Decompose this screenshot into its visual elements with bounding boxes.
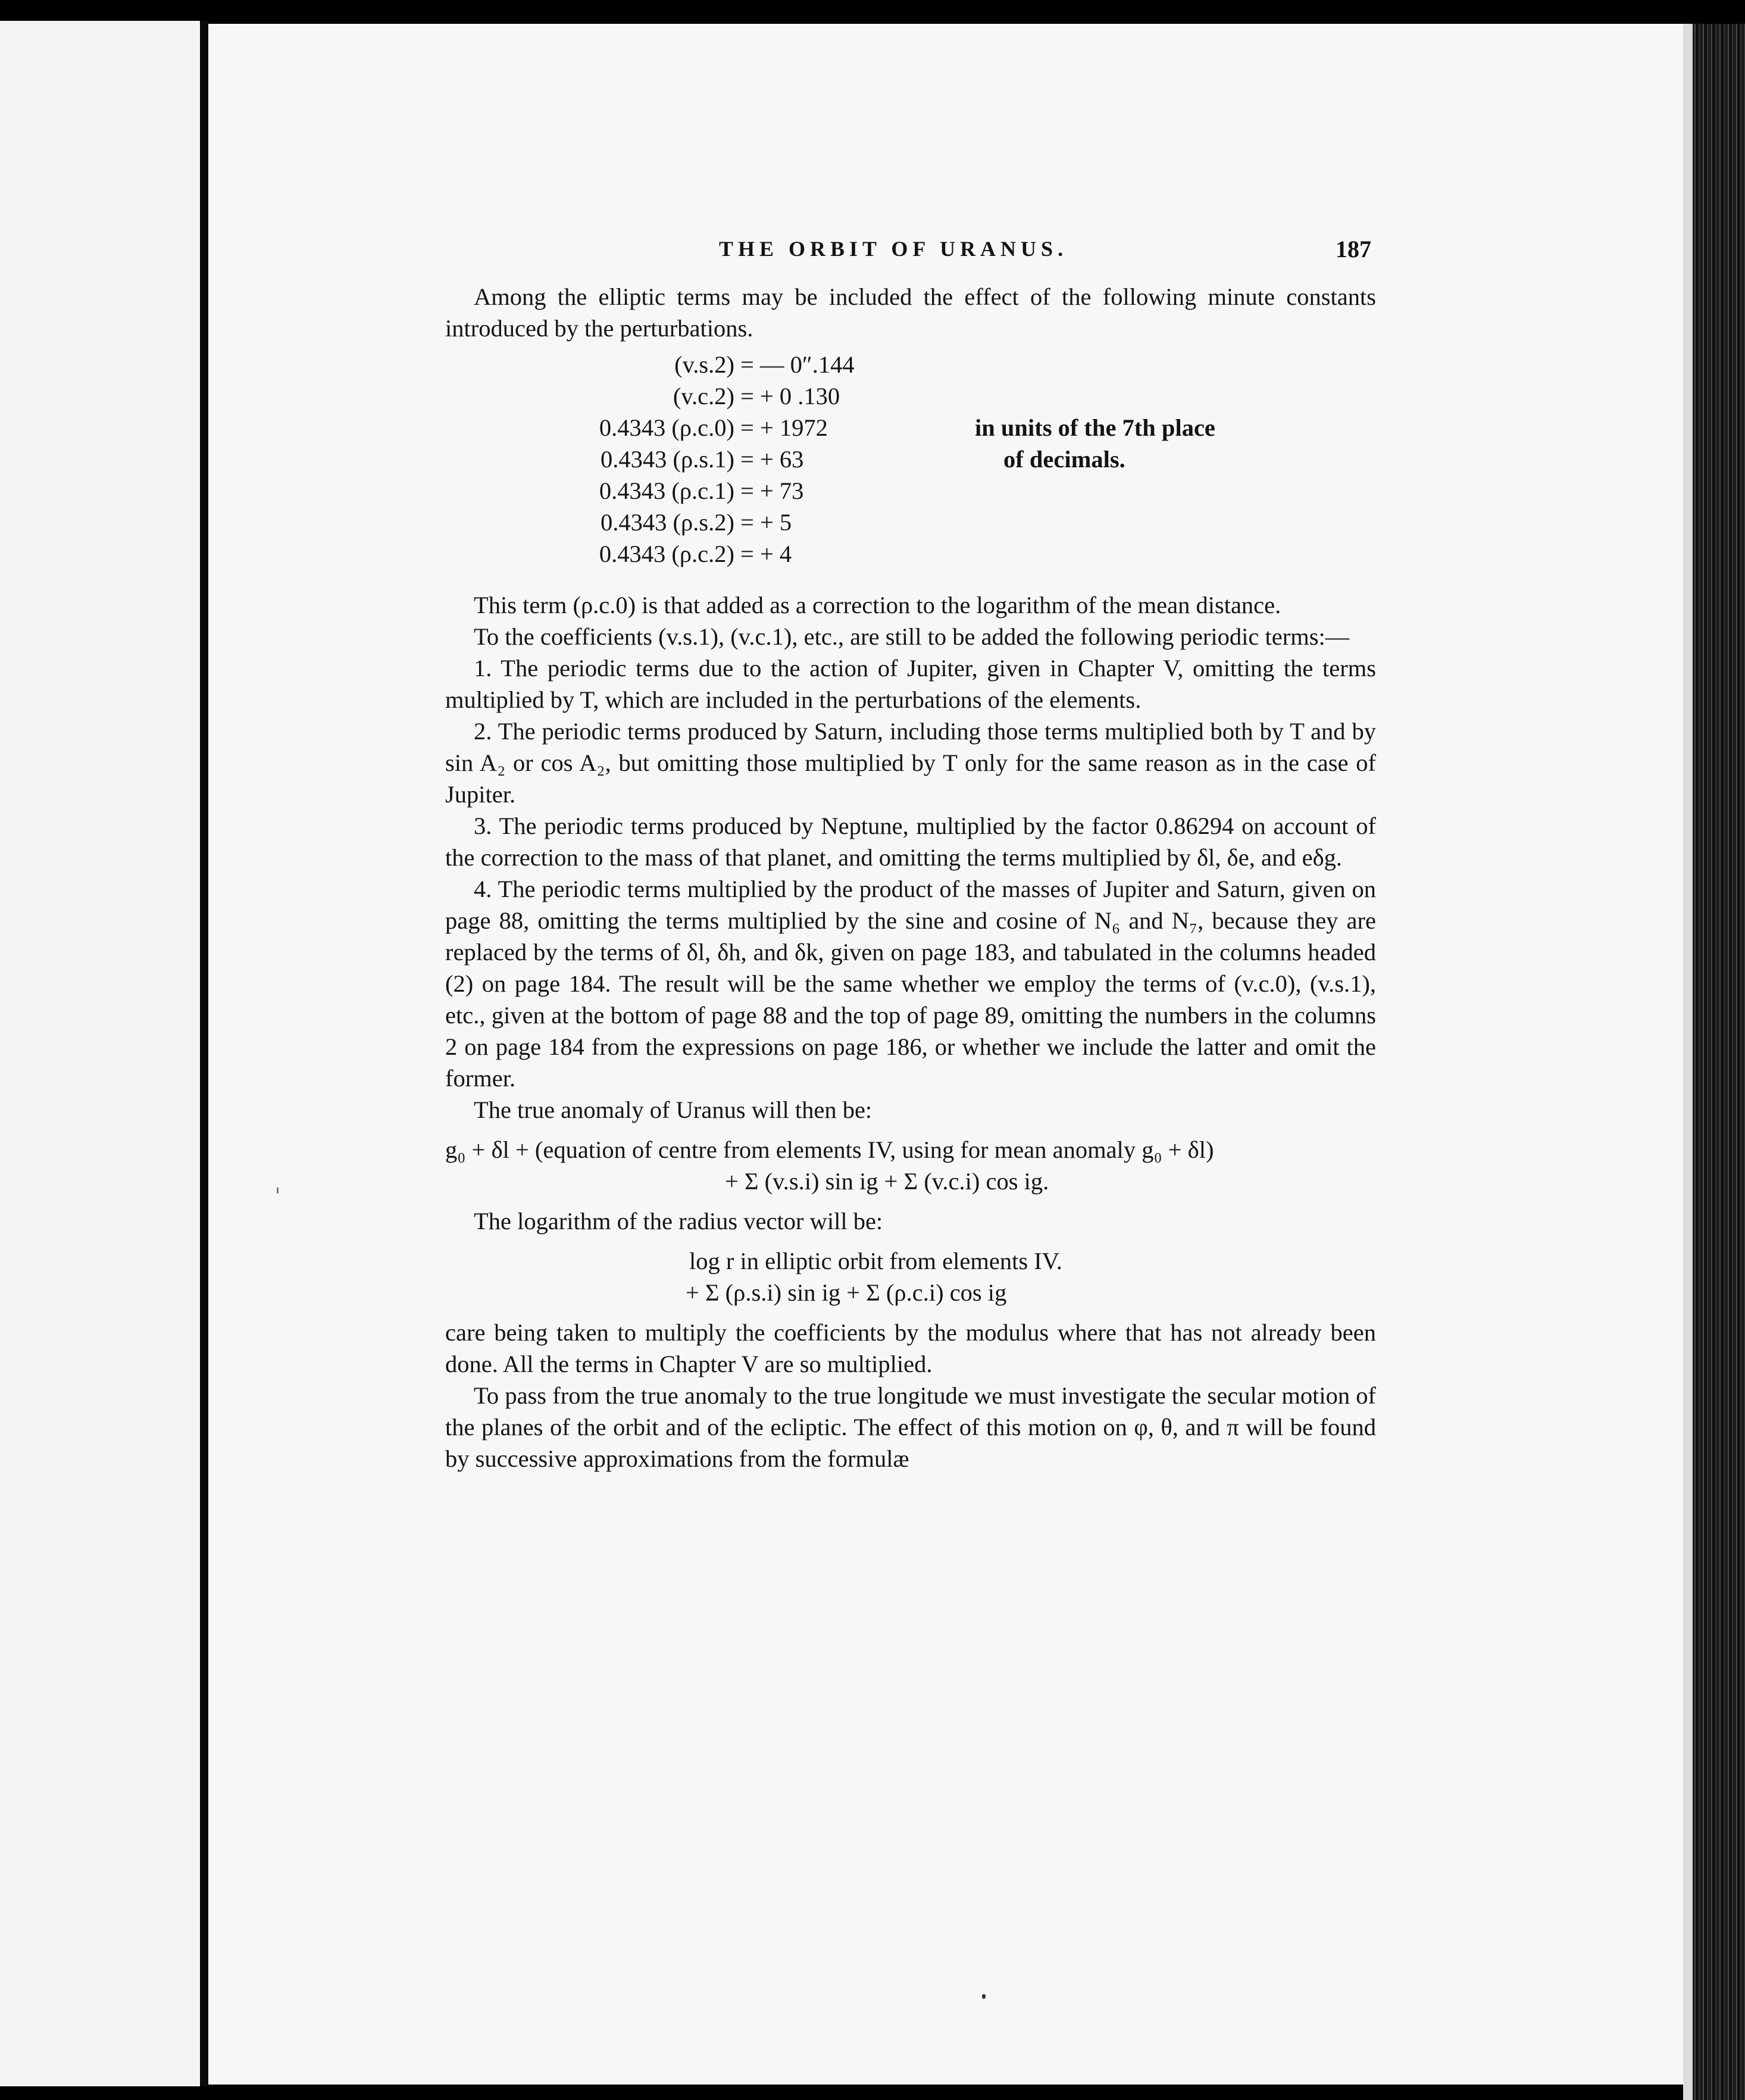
equation-lhs: (v.s.2) <box>674 351 734 378</box>
equation-rhs: = — 0″.144 <box>740 351 855 378</box>
intro-paragraph: Among the elliptic terms may be included the effect of the following minute constants introduced by the perturbations. <box>445 283 1376 342</box>
list-item-jupiter: 1. The periodic terms due to the action of Jupiter, given in Chapter V, omitting the terms multiplied by T, which are included in the perturbations of the elements. <box>445 655 1376 713</box>
book-gutter <box>200 21 208 2086</box>
paragraph-correction-term: This term (ρ.c.0) is that added as a correction to the logarithm of the mean distance. <box>474 592 1281 618</box>
margin-mark <box>277 1188 279 1193</box>
equation-rhs: = + 1972 <box>740 414 828 441</box>
list-item-jupiter-saturn: 4. The periodic terms multiplied by the product of the masses of Jupiter and Saturn, given on page 88, omitting the terms multiplied by the sine and cosine of N₆ and N₇, because they are replaced by the terms of δl, δh, and δk, given on page 183, and tabulated in the columns headed (2) on page 184. The result will be the same whether we employ the terms of (v.c.0), (v.s.1), etc., given at the bottom of page 88 and the top of page 89, omitting the numbers in the columns 2 on page 184 from the expressions on page 186, or whether we include the latter and omit the former. <box>445 876 1376 1092</box>
radius-equation-line1: log r in elliptic orbit from elements IV. <box>689 1248 1062 1274</box>
equation-rhs: = + 0 .130 <box>740 383 840 410</box>
equation-lhs: 0.4343 (ρ.c.1) <box>599 477 734 504</box>
equation-rhs: = + 63 <box>740 446 804 473</box>
equation-lhs: 0.4343 (ρ.c.0) <box>599 414 734 441</box>
page-content <box>445 233 1376 1474</box>
equation-lhs: 0.4343 (ρ.s.2) <box>601 509 734 536</box>
page-number: 187 <box>1336 236 1371 262</box>
equation-rhs: = + 73 <box>740 477 804 504</box>
equation-rhs: = + 5 <box>740 509 792 536</box>
anomaly-equation-line2: + Σ (v.s.i) sin ig + Σ (v.c.i) cos ig. <box>725 1168 1049 1195</box>
paragraph-secular-motion: To pass from the true anomaly to the true longitude we must investigate the secular motion of the planes of the orbit and of the ecliptic. The effect of this motion on φ, θ, and π will be found by successive approximations from the formulæ <box>445 1382 1376 1472</box>
page-edge-light <box>1683 24 1693 2100</box>
list-item-saturn: 2. The periodic terms produced by Saturn, including those terms multiplied both by T and by sin A₂ or cos A₂, but omitting those multiplied by T only for the same reason as in the case of Jupiter. <box>445 718 1376 808</box>
paragraph-true-anomaly: The true anomaly of Uranus will then be: <box>474 1096 872 1123</box>
anomaly-equation-line1: g₀ + δl + (equation of centre from elements IV, using for mean anomaly g₀ + δl) <box>445 1136 1214 1163</box>
radius-equation-line2: + Σ (ρ.s.i) sin ig + Σ (ρ.c.i) cos ig <box>686 1279 1007 1306</box>
paragraph-coefficients: To the coefficients (v.s.1), (v.c.1), etc., are still to be added the following periodic terms:— <box>474 623 1350 650</box>
units-note-line2: of decimals. <box>1003 446 1125 473</box>
paragraph-radius-vector: The logarithm of the radius vector will be: <box>474 1208 883 1235</box>
list-item-neptune: 3. The periodic terms produced by Neptune, multiplied by the factor 0.86294 on account of the correction to the mass of that planet, and omitting the terms multiplied by δl, δe, and eδg. <box>445 812 1376 871</box>
paragraph-modulus: care being taken to multiply the coefficients by the modulus where that has not already been done. All the terms in Chapter V are so multiplied. <box>445 1319 1376 1377</box>
units-note-line1: in units of the 7th place <box>975 414 1215 441</box>
ink-dot <box>982 1994 986 1999</box>
equation-lhs: 0.4343 (ρ.s.1) <box>601 446 734 473</box>
constants-equation-block <box>445 349 1376 581</box>
left-page <box>0 21 200 2086</box>
equation-rhs: = + 4 <box>740 540 792 567</box>
running-head-title: THE ORBIT OF URANUS. <box>719 237 1068 261</box>
equation-lhs: 0.4343 (ρ.c.2) <box>599 540 734 567</box>
running-head <box>445 233 1376 265</box>
equation-lhs: (v.c.2) <box>673 383 734 410</box>
